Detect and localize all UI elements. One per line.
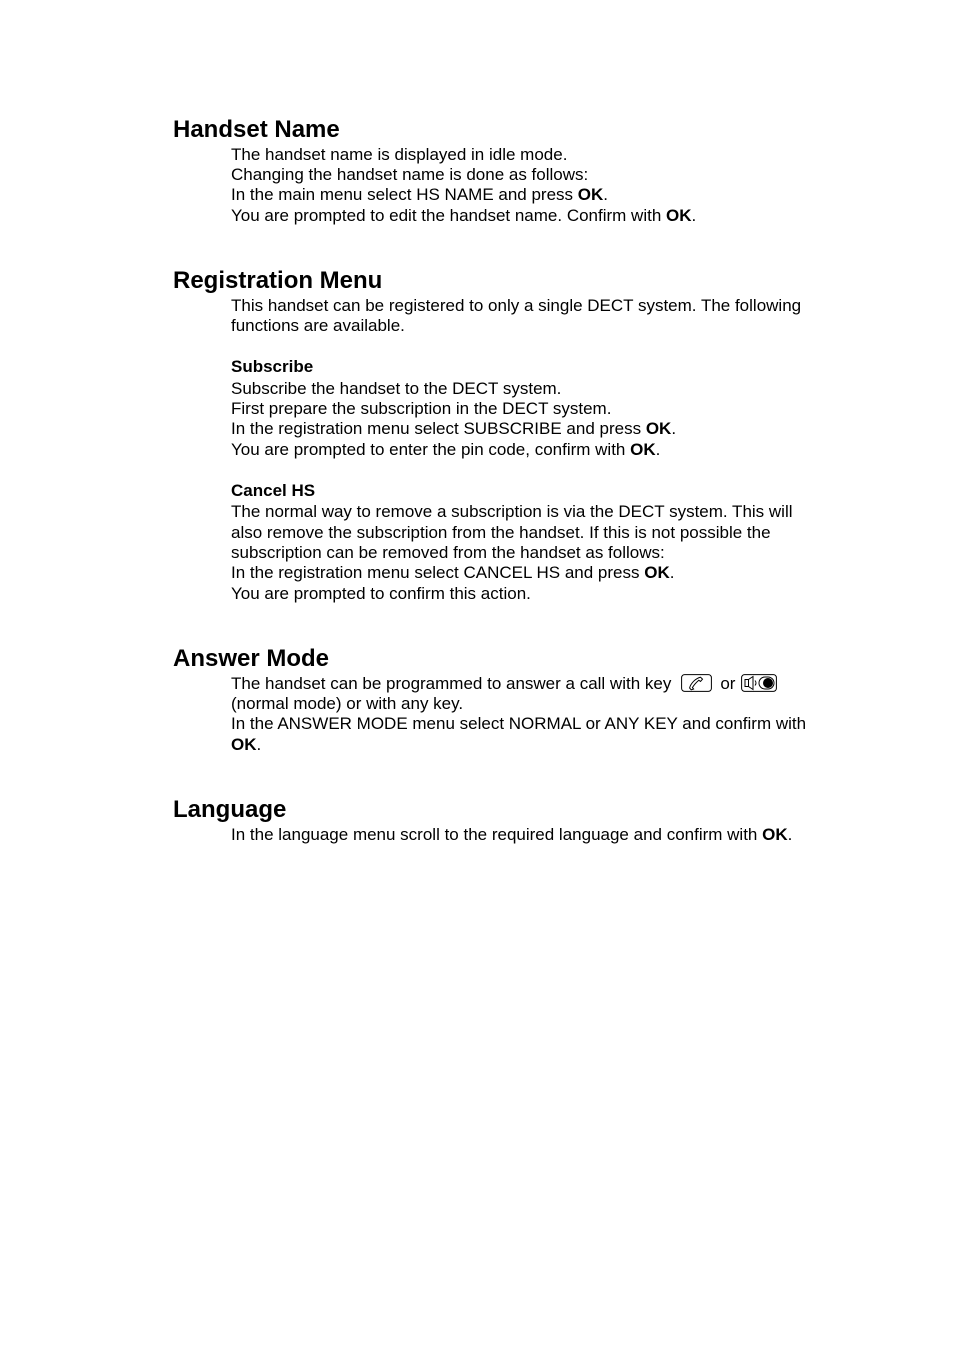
cancel-hs-line-5: You are prompted to confirm this action. [231, 584, 531, 603]
subheading-cancel-hs: Cancel HS [231, 481, 316, 500]
heading-registration-menu: Registration Menu [173, 267, 383, 294]
cancel-hs-line-1: The normal way to remove a subscription is via the DECT system. This will [231, 502, 793, 521]
heading-answer-mode: Answer Mode [173, 645, 330, 672]
subheading-subscribe: Subscribe [231, 357, 314, 376]
language-line-1: In the language menu scroll to the required language and confirm with OK. [231, 825, 793, 844]
answer-mode-line-1: The handset can be programmed to answer a call with key or [231, 674, 777, 694]
answer-mode-line-2: (normal mode) or with any key. [231, 694, 464, 713]
subscribe-line-3: In the registration menu select SUBSCRIBE and press OK. [231, 419, 677, 438]
subscribe-line-2: First prepare the subscription in the DECT system. [231, 399, 612, 418]
registration-line-1: This handset can be registered to only a single DECT system. The following [231, 296, 802, 315]
speaker-key-icon [741, 674, 777, 692]
handset-name-line-4: You are prompted to edit the handset name. Confirm with OK. [231, 206, 697, 225]
handset-name-line-3: In the main menu select HS NAME and press OK. [231, 185, 608, 204]
handset-name-line-1: The handset name is displayed in idle mode. [231, 145, 568, 164]
heading-handset-name: Handset Name [173, 116, 340, 143]
subscribe-line-1: Subscribe the handset to the DECT system. [231, 379, 562, 398]
answer-mode-line-3: In the ANSWER MODE menu select NORMAL or ANY KEY and confirm with [231, 714, 807, 733]
cancel-hs-line-3: subscription can be removed from the handset as follows: [231, 543, 665, 562]
phone-handset-key-icon [681, 674, 712, 692]
cancel-hs-line-4: In the registration menu select CANCEL HS and press OK. [231, 563, 675, 582]
registration-line-2: functions are available. [231, 316, 405, 335]
cancel-hs-line-2: also remove the subscription from the handset. If this is not possible the [231, 523, 771, 542]
handset-name-line-2: Changing the handset name is done as follows: [231, 165, 589, 184]
answer-mode-line-4: OK. [231, 735, 262, 754]
heading-language: Language [173, 796, 287, 823]
subscribe-line-4: You are prompted to enter the pin code, confirm with OK. [231, 440, 661, 459]
